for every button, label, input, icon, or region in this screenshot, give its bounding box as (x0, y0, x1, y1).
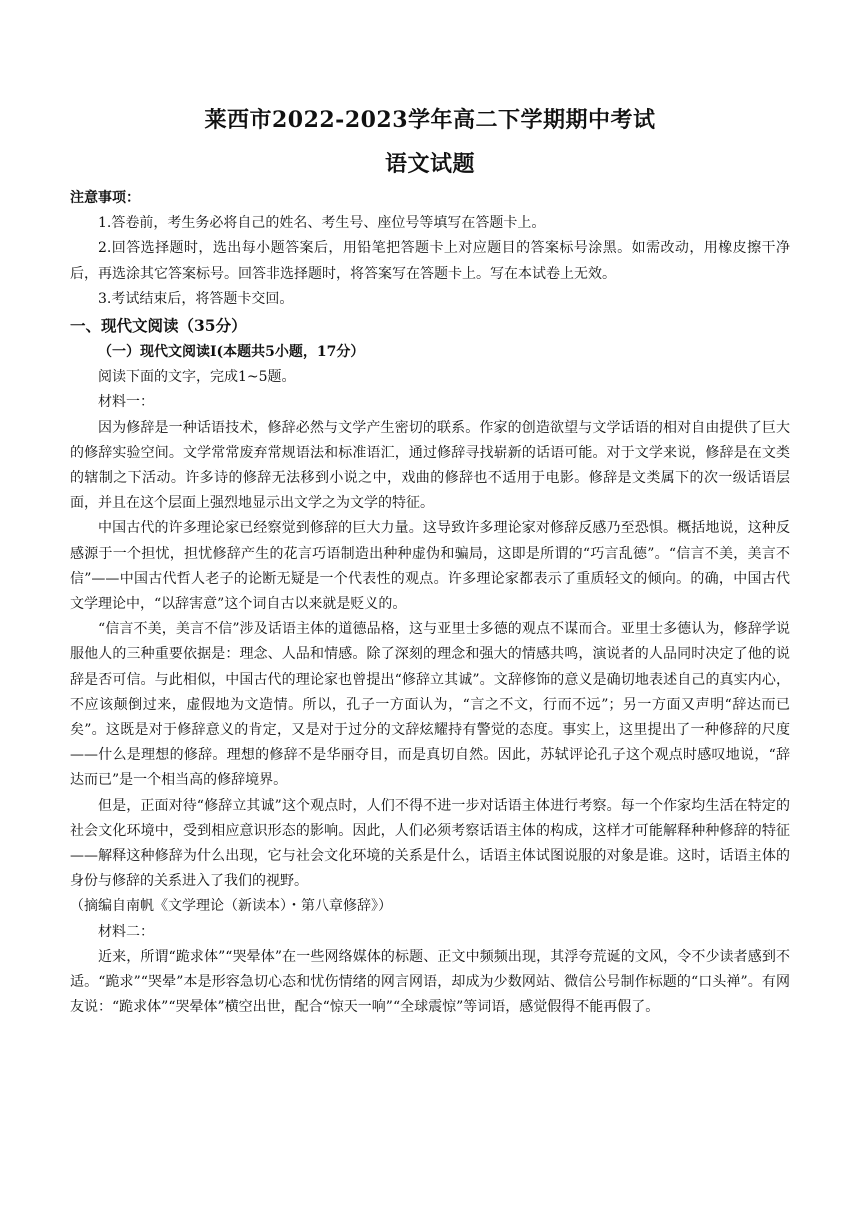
subsection-heading: （一）现代文阅读Ⅰ(本题共5小题，17分） (98, 344, 365, 361)
material-label: 材料一： (98, 394, 154, 411)
material-source: （摘编自南帆《文学理论（新读本）・第八章修辞》） (70, 898, 392, 915)
reading-instruction: 阅读下面的文字，完成1~5题。 (98, 369, 296, 386)
notice-item: 3.考试结束后，将答题卡交回。 (98, 290, 294, 307)
section-heading: 一、现代文阅读（35分） (70, 316, 247, 336)
material-paragraph: “信言不美，美言不信”涉及话语主体的道德品格，这与亚里士多德的观点不谋而合。亚里士多德认为，修辞学说服他人的三种重要依据是：理念、人品和情感。除了深刻的理念和强大的情感共鸣，演说者的人品同时决定了他的说辞是否可信。与此相似，中国古代的理论家也曾提出“修辞立其诚”。文辞修饰的意义是确切地表述自己的真实内心，不应该颠倒过来，虚假地为文造情。所以，孔子一方面认为，“言之不文，行而不远”；另一方面又声明“辞达而已矣”。这既是对于修辞意义的肯定，又是对于过分的文辞炫耀持有警觉的态度。事实上，这里提出了一种修辞的尺度——什么是理想的修辞。理想的修辞不是华丽夺目，而是真切自然。因此，苏轼评论孔子这个观点时感叹地说，“辞达而已”是一个相当高的修辞境界。 (70, 621, 790, 789)
notice-item: 2.回答选择题时，选出每小题答案后，用铅笔把答题卡上对应题目的答案标号涂黑。如需改动，用橡皮擦干净后，再选涂其它答案标号。回答非选择题时，将答案写在答题卡上。写在本试卷上无效。 (70, 240, 790, 282)
material-paragraph: 但是，正面对待“修辞立其诚”这个观点时，人们不得不进一步对话语主体进行考察。每一个作家均生活在特定的社会文化环境中，受到相应意识形态的影响。因此，人们必须考察话语主体的构成，这样才可能解释种种修辞的特征——解释这种修辞为什么出现，它与社会文化环境的关系是什么，话语主体试图说服的对象是谁。这时，话语主体的身份与修辞的关系进入了我们的视野。 (70, 797, 790, 890)
notice-item: 1.答卷前，考生务必将自己的姓名、考生号、座位号等填写在答题卡上。 (98, 215, 546, 232)
material-paragraph: 因为修辞是一种话语技术，修辞必然与文学产生密切的联系。作家的创造欲望与文学话语的相对自由提供了巨大的修辞实验空间。文学常常废弃常规语法和标准语汇，通过修辞寻找崭新的话语可能。对于文学来说，修辞是在文类的辖制之下活动。许多诗的修辞无法移到小说之中，戏曲的修辞也不适用于电影。修辞是文类属下的次一级话语层面，并且在这个层面上强烈地显示出文学之为文学的特征。 (70, 419, 790, 512)
material-paragraph: 近来，所谓“跪求体”“哭晕体”在一些网络媒体的标题、正文中频频出现，其浮夸荒诞的文风，令不少读者感到不适。“跪求”“哭晕”本是形容急切心态和忧伤情绪的网言网语，却成为少数网站、微信公号制作标题的“口头禅”。有网友说：“跪求体”“哭晕体”横空出世，配合“惊天一响”“全球震惊”等词语，感觉假得不能再假了。 (70, 948, 790, 1016)
exam-title: 莱西市2022-2023学年高二下学期期中考试 (204, 107, 656, 133)
exam-subtitle: 语文试题 (384, 151, 475, 177)
material-paragraph: 中国古代的许多理论家已经察觉到修辞的巨大力量。这导致许多理论家对修辞反感乃至恐惧。概括地说，这种反感源于一个担忧，担忧修辞产生的花言巧语制造出种种虚伪和骗局，这即是所谓的“巧言乱德”。“信言不美，美言不信”——中国古代哲人老子的论断无疑是一个代表性的观点。许多理论家都表示了重质轻文的倾向。的确，中国古代文学理论中，“以辞害意”这个词自古以来就是贬义的。 (70, 520, 790, 613)
material-label: 材料二： (98, 923, 154, 940)
notice-heading: 注意事项： (70, 190, 140, 206)
exam-content (70, 186, 790, 1021)
